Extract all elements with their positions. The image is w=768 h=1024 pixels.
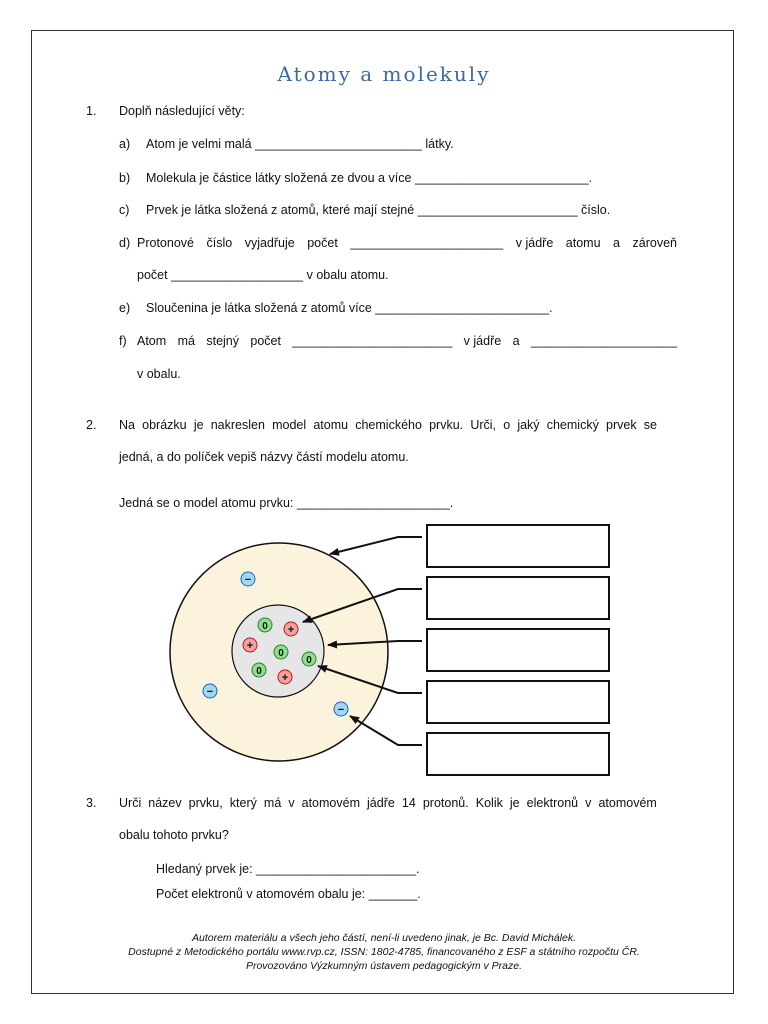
svg-text:−: − bbox=[206, 686, 214, 698]
answer-box-1[interactable] bbox=[426, 524, 610, 568]
svg-text:0: 0 bbox=[262, 621, 268, 632]
q1c-label: c) bbox=[119, 203, 130, 217]
svg-text:−: − bbox=[337, 704, 345, 716]
electron-particle bbox=[241, 572, 255, 586]
q3-word: Urči bbox=[119, 796, 142, 810]
neutron-particle bbox=[258, 618, 272, 632]
q1b-label: b) bbox=[119, 171, 131, 185]
q3-line2: obalu tohoto prvku? bbox=[119, 828, 229, 842]
neutron-particle bbox=[274, 645, 288, 659]
q2-word: Na bbox=[119, 418, 135, 432]
q1d-word: zároveň bbox=[632, 236, 677, 250]
arrow-to-shell bbox=[330, 537, 422, 554]
q1-number: 1. bbox=[86, 104, 97, 118]
q3-word: atomovém bbox=[598, 796, 657, 810]
q3-word: v bbox=[585, 796, 592, 810]
q3-word: atomovém bbox=[301, 796, 360, 810]
q2-answer-line: Jedná se o model atomu prvku: ______________________. bbox=[119, 496, 454, 510]
q2-number: 2. bbox=[86, 418, 97, 432]
q2-word: jaký bbox=[517, 418, 540, 432]
q3-word: protonů. bbox=[422, 796, 469, 810]
q1f-line2: v obalu. bbox=[137, 367, 181, 381]
svg-text:0: 0 bbox=[278, 648, 284, 659]
q1d-blank: ______________________ bbox=[350, 236, 504, 250]
q1d-word: v jádře bbox=[515, 236, 554, 250]
q1e-text: Sloučenina je látka složená z atomů více _________________________. bbox=[146, 301, 553, 315]
svg-text:+: + bbox=[281, 672, 289, 684]
q1f-word: Atom bbox=[137, 334, 167, 348]
answer-box-5[interactable] bbox=[426, 732, 610, 776]
atom-model-diagram bbox=[0, 510, 768, 790]
q2-word: o bbox=[503, 418, 511, 432]
q3-answer-electrons: Počet elektronů v atomovém obalu je: _______. bbox=[156, 887, 421, 901]
page-title: Atomy a molekuly bbox=[277, 62, 491, 86]
q1f-line1 bbox=[137, 333, 677, 349]
proton-particle bbox=[243, 638, 257, 652]
q3-word: prvku, bbox=[188, 796, 223, 810]
proton-particle bbox=[278, 670, 292, 684]
q2-word: prvku. bbox=[429, 418, 464, 432]
footer-author: Autorem materiálu a všech jeho částí, není-li uvedeno jinak, je Bc. David Michálek. bbox=[191, 932, 577, 944]
q1f-blank: _______________________ bbox=[292, 334, 453, 348]
q2-word: nakreslen bbox=[210, 418, 265, 432]
svg-text:0: 0 bbox=[306, 655, 312, 666]
svg-text:+: + bbox=[246, 640, 254, 652]
q3-word: Kolik bbox=[475, 796, 503, 810]
electron-particle bbox=[334, 702, 348, 716]
q1f-word: má bbox=[177, 334, 195, 348]
q3-word: je bbox=[509, 796, 520, 810]
q1c-text: Prvek je látka složená z atomů, které mají stejné _______________________ číslo. bbox=[146, 203, 611, 217]
q3-word: elektronů bbox=[526, 796, 579, 810]
svg-text:+: + bbox=[287, 624, 295, 636]
q2-word: atomu bbox=[313, 418, 349, 432]
q1f-word: počet bbox=[250, 334, 281, 348]
svg-text:0: 0 bbox=[256, 666, 262, 677]
q1e-label: e) bbox=[119, 301, 131, 315]
q2-word: obrázku bbox=[142, 418, 187, 432]
q1f-word: a bbox=[512, 334, 520, 348]
q1f-word: stejný bbox=[206, 334, 239, 348]
q1d-label: d) bbox=[119, 236, 131, 250]
q1a-text: Atom je velmi malá ________________________ látky. bbox=[146, 137, 454, 151]
q2-word: prvek bbox=[606, 418, 637, 432]
q1d-word: počet bbox=[307, 236, 338, 250]
q2-line1 bbox=[119, 417, 657, 433]
q2-word: je bbox=[193, 418, 204, 432]
q2-word: se bbox=[643, 418, 657, 432]
neutron-particle bbox=[252, 663, 266, 677]
q2-word: Urči, bbox=[470, 418, 497, 432]
footer-source: Dostupné z Metodického portálu www.rvp.cz, ISSN: 1802-4785, financovaného z ESF a státního rozpočtu ČR. bbox=[128, 946, 640, 958]
q1d-word: číslo bbox=[206, 236, 233, 250]
q1-prompt: Doplň následující věty: bbox=[119, 104, 245, 118]
q3-word: jádře bbox=[367, 796, 395, 810]
electron-particle bbox=[203, 684, 217, 698]
q3-number: 3. bbox=[86, 796, 97, 810]
q1f-blank: _____________________ bbox=[530, 334, 677, 348]
q3-word: 14 bbox=[401, 796, 416, 810]
q3-word: má bbox=[263, 796, 282, 810]
q2-word: chemického bbox=[355, 418, 422, 432]
q3-line1 bbox=[119, 795, 657, 811]
q2-word: model bbox=[272, 418, 307, 432]
answer-box-2[interactable] bbox=[426, 576, 610, 620]
answer-box-4[interactable] bbox=[426, 680, 610, 724]
proton-particle bbox=[284, 622, 298, 636]
q2-word: chemický bbox=[546, 418, 599, 432]
q1d-word: a bbox=[613, 236, 620, 250]
q3-answer-element: Hledaný prvek je: _______________________. bbox=[156, 862, 420, 876]
neutron-particle bbox=[302, 652, 316, 666]
answer-box-3[interactable] bbox=[426, 628, 610, 672]
q1d-word: atomu bbox=[565, 236, 601, 250]
q1d-line2: počet ___________________ v obalu atomu. bbox=[137, 268, 389, 282]
q2-line2: jedná, a do políček vepiš názvy částí modelu atomu. bbox=[119, 450, 409, 464]
q1f-word: v jádře bbox=[463, 334, 502, 348]
svg-text:−: − bbox=[244, 574, 252, 586]
q1d-line1 bbox=[137, 235, 677, 251]
footer-operator: Provozováno Výzkumným ústavem pedagogickým v Praze. bbox=[245, 960, 523, 972]
q1f-label: f) bbox=[119, 334, 127, 348]
q1d-word: vyjadřuje bbox=[244, 236, 295, 250]
q3-word: v bbox=[288, 796, 295, 810]
q3-word: který bbox=[229, 796, 257, 810]
q1d-word: Protonové bbox=[137, 236, 194, 250]
q3-word: název bbox=[148, 796, 182, 810]
q1a-label: a) bbox=[119, 137, 131, 151]
q1b-text: Molekula je částice látky složená ze dvou a více _________________________. bbox=[146, 171, 593, 185]
